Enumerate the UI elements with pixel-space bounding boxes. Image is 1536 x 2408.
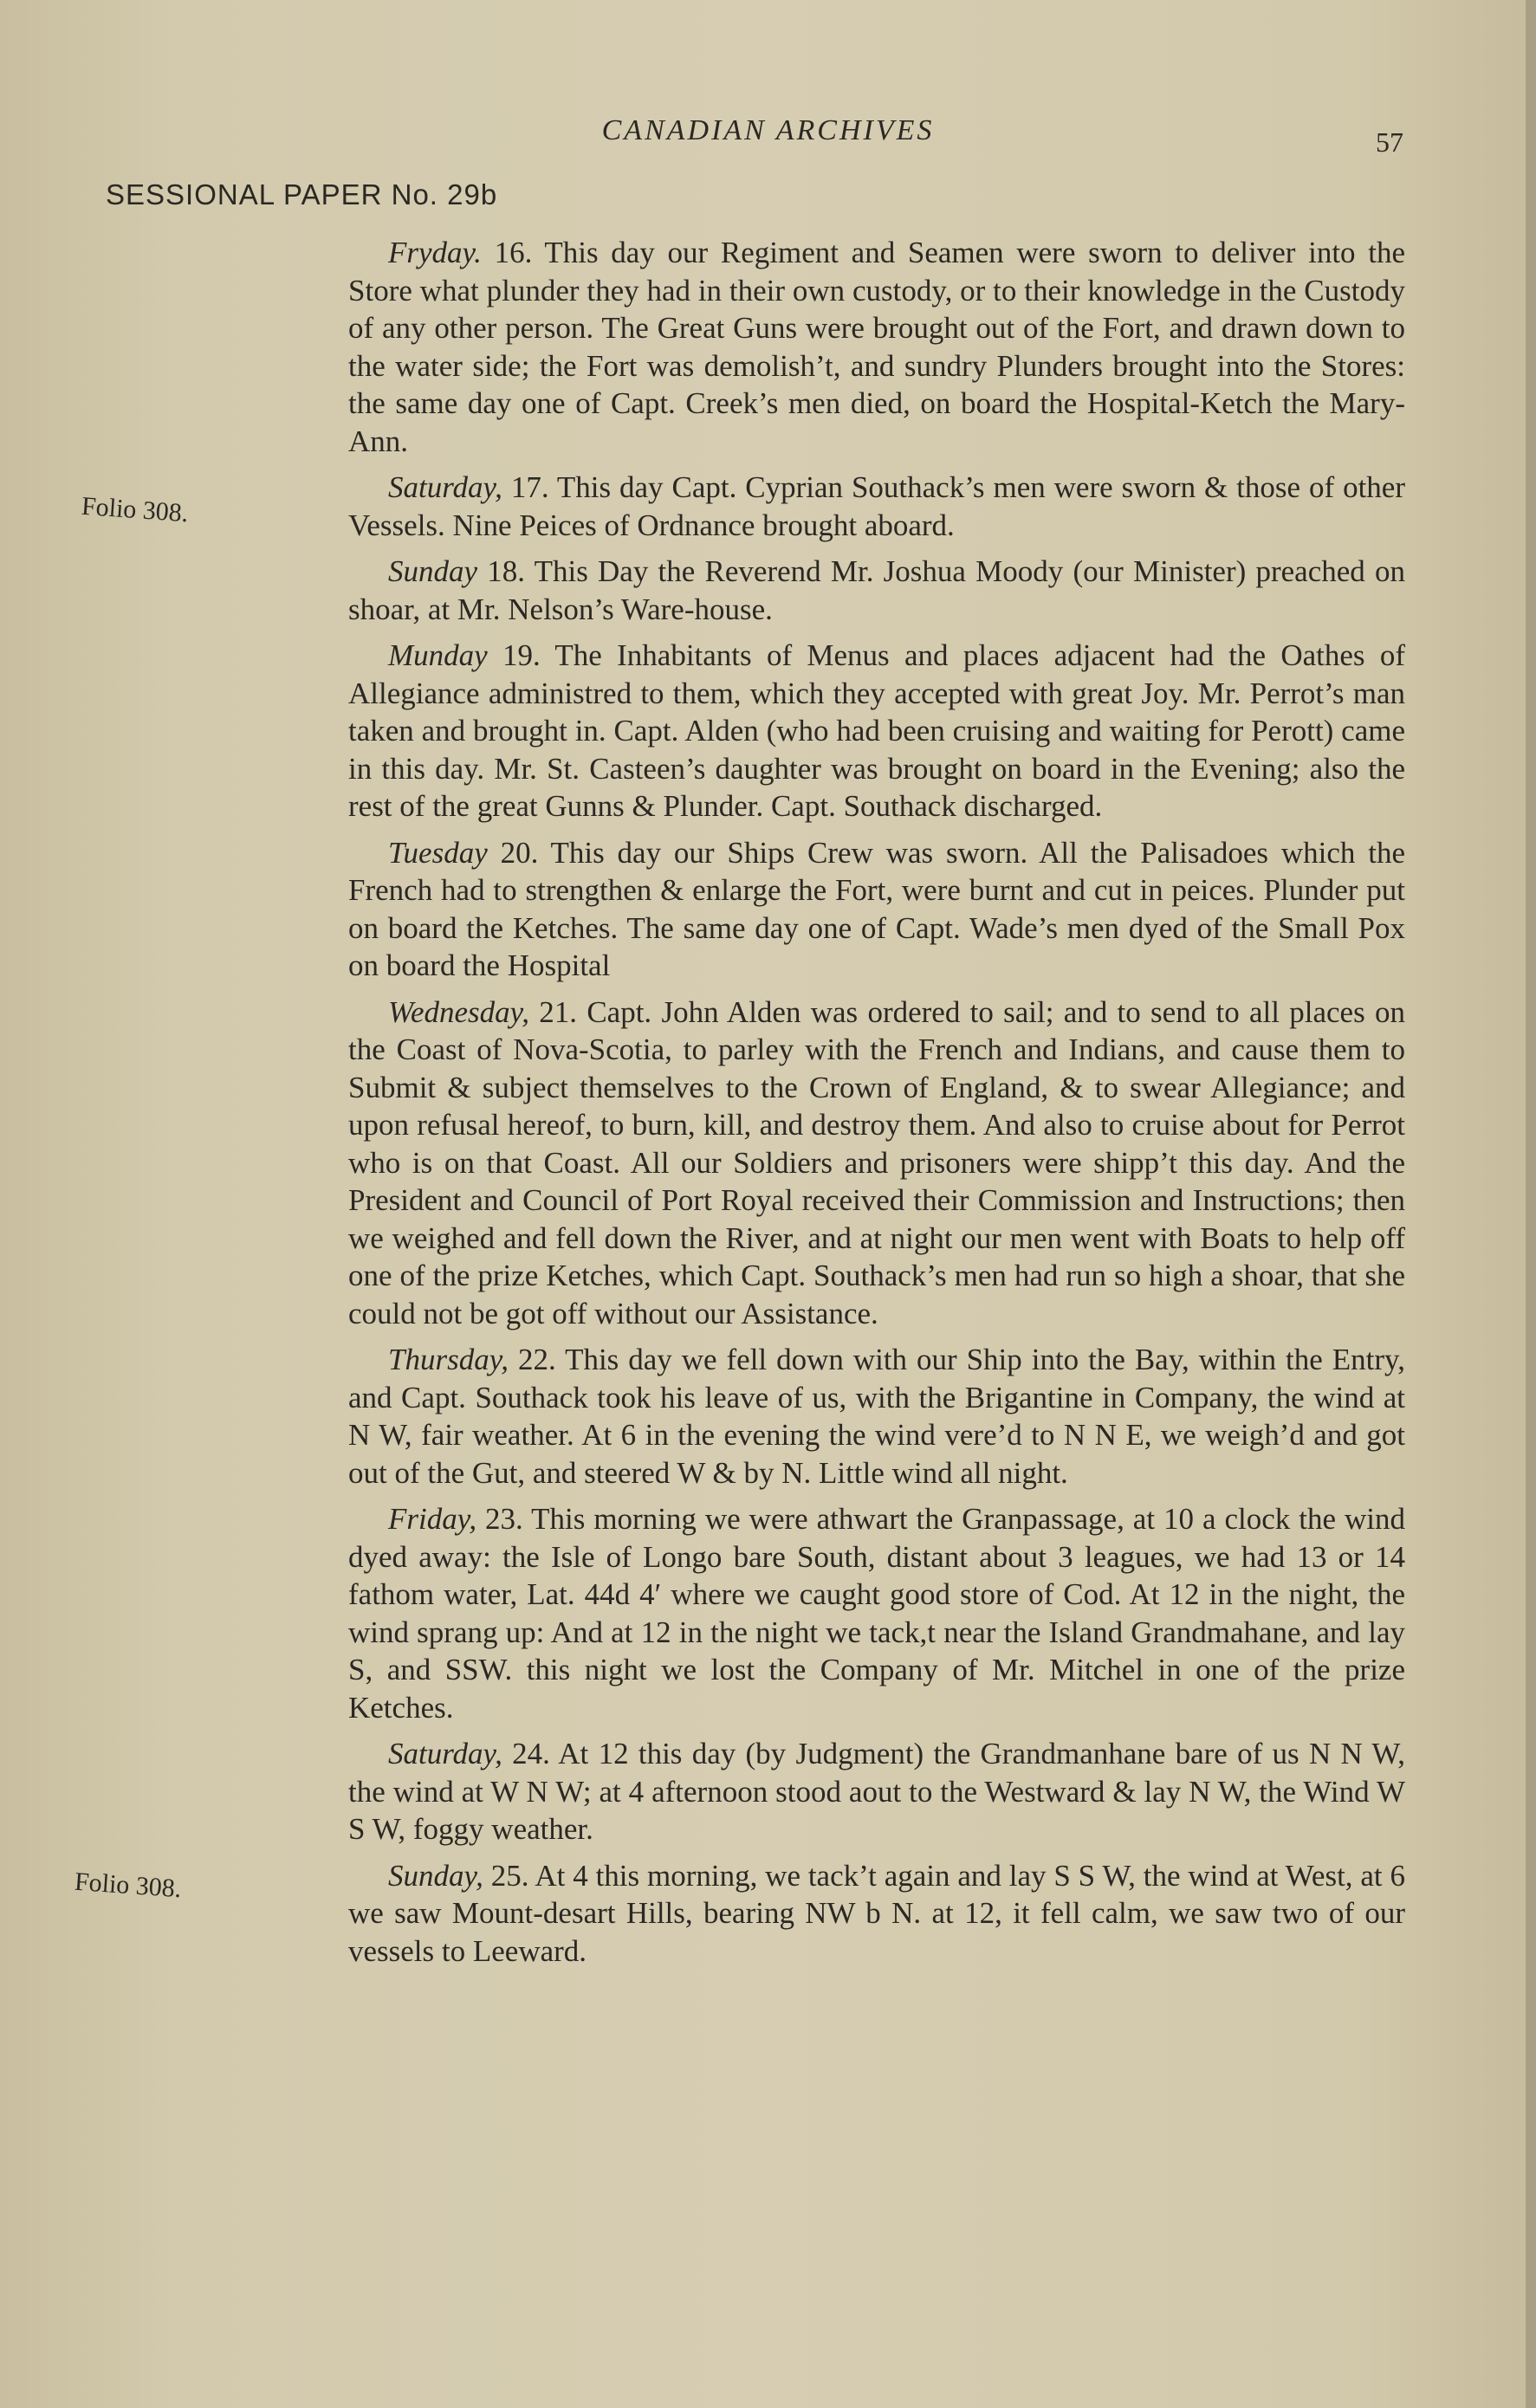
entry-day: Sunday	[388, 554, 478, 588]
running-header: CANADIAN ARCHIVES	[601, 114, 935, 146]
page-edge	[1526, 0, 1536, 2408]
journal-entry	[348, 1500, 1405, 1726]
journal-entry	[348, 994, 1405, 1333]
entry-day: Tuesday	[388, 835, 488, 870]
journal-entry	[348, 234, 1405, 460]
entry-day: Wednesday,	[388, 994, 529, 1029]
journal-entry	[348, 1857, 1405, 1971]
page-number: 57	[1376, 126, 1403, 158]
entry-day: Munday	[388, 638, 488, 672]
margin-note-folio: Folio 308.	[74, 1867, 183, 1904]
margin-note-folio: Folio 308.	[81, 491, 190, 528]
journal-entry	[348, 553, 1405, 628]
entry-text: 17. This day Capt. Cyprian Southack’s men were sworn & those of other Vessels. Nine Peices of Ordnance brought aboard.	[348, 470, 1405, 542]
journal-text	[348, 234, 1405, 1978]
entry-text: 23. This morning we were athwart the Granpassage, at 10 a clock the wind dyed away: the Isle of Longo bare South, distant about 3 leagues, we had 13 or 14 fathom water, Lat. 44d 4′ where we caught good store of Cod. At 12 in the night, the wind sprang up: And at 12 in the night we tack,t near the Island Grandmahane, and lay S, and SSW. this night we lost the Company of Mr. Mitchel in one of the prize Ketches.	[348, 1502, 1405, 1725]
entry-text: 19. The Inhabitants of Menus and places adjacent had the Oathes of Allegiance administred to them, which they accepted with great Joy. Mr. Perrot’s man taken and brought in. Capt. Alden (who had been cruising and waiting for Perott) came in this day. Mr. St. Casteen’s daughter was brought on board in the Evening; also the rest of the great Gunns & Plunder. Capt. Southack discharged.	[348, 638, 1405, 823]
entry-text: 20. This day our Ships Crew was sworn. All the Palisadoes which the French had to strengthen & enlarge the Fort, were burnt and cut in peices. Plunder put on board the Ketches. The same day one of Capt. Wade’s men dyed of the Small Pox on board the Hospital	[348, 835, 1405, 982]
entry-text: 25. At 4 this morning, we tack’t again and lay S S W, the wind at West, at 6 we saw Mount-desart Hills, bearing NW b N. at 12, it fell calm, we saw two of our vessels to Leeward.	[348, 1858, 1405, 1968]
entry-day: Saturday,	[388, 1737, 502, 1770]
journal-entry	[348, 469, 1405, 544]
entry-text: 18. This Day the Reverend Mr. Joshua Moody (our Minister) preached on shoar, at Mr. Nelson’s Ware-house.	[348, 554, 1405, 626]
entry-day: Saturday,	[388, 470, 502, 504]
journal-entry	[348, 1735, 1405, 1848]
sessional-paper-label: SESSIONAL PAPER No. 29b	[106, 178, 498, 210]
journal-entry	[348, 637, 1405, 825]
journal-entry	[348, 1341, 1405, 1492]
entry-day: Fryday.	[388, 236, 482, 269]
entry-text: 21. Capt. John Alden was ordered to sail; and to send to all places on the Coast of Nova-Scotia, to parley with the French and Indians, and cause them to Submit & subject themselves to the Crown of England, & to swear Allegiance; and upon refusal hereof, to burn, kill, and destroy them. And also to cruise about for Perrot who is on that Coast. All our Soldiers and prisoners were shipp’t this day. And the President and Council of Port Royal received their Commission and Instructions; then we weighed and fell down the River, and at night our men went with Boats to help off one of the prize Ketches, which Capt. Southack’s men had run so high a shoar, that she could not be got off without our Assistance.	[348, 994, 1405, 1330]
entry-text: 24. At 12 this day (by Judgment) the Grandmanhane bare of us N N W, the wind at W N W; at 4 afternoon stood aout to the Westward & lay N W, the Wind W S W, foggy weather.	[348, 1737, 1405, 1846]
journal-entry	[348, 834, 1405, 985]
entry-day: Friday,	[388, 1502, 477, 1536]
entry-day: Sunday,	[388, 1858, 483, 1893]
entry-text: 22. This day we fell down with our Ship into the Bay, within the Entry, and Capt. Southack took his leave of us, with the Brigantine in Company, the wind at N W, fair weather. At 6 in the evening the wind vere’d to N N E, we weigh’d and got out of the Gut, and steered W & by N. Little wind all night.	[348, 1343, 1405, 1490]
entry-day: Thursday,	[388, 1343, 509, 1376]
entry-text: 16. This day our Regiment and Seamen were sworn to deliver into the Store what plunder they had in their own custody, or to their knowledge in the Custody of any other person. The Great Guns were brought out of the Fort, and drawn down to the water side; the Fort was demolish’t, and sundry Plunders brought into the Stores: the same day one of Capt. Creek’s men died, on board the Hospital-Ketch the Mary-Ann.	[348, 236, 1405, 458]
